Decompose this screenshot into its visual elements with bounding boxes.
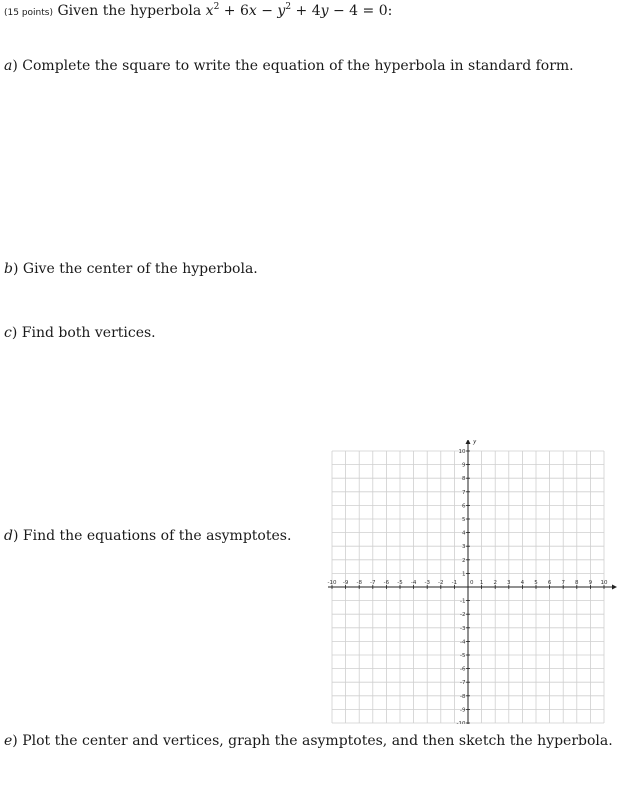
x-axis-arrow xyxy=(612,585,617,590)
x-tick-label: -9 xyxy=(342,580,349,586)
y-tick-label: -9 xyxy=(460,707,466,714)
y-tick-label: 1 xyxy=(462,571,466,578)
x-tick-label: -8 xyxy=(356,580,362,586)
x-tick-label: 10 xyxy=(600,580,608,586)
question-text: Find the equations of the asymptotes. xyxy=(22,528,292,544)
x-tick-label: -3 xyxy=(424,580,430,586)
y-tick-label: -5 xyxy=(460,653,466,659)
question-text: Find both vertices. xyxy=(21,325,156,341)
question-letter: d xyxy=(4,528,13,544)
y-tick-label: -7 xyxy=(460,680,466,687)
problem-header xyxy=(4,2,392,19)
question-d: d) Find the equations of the asymptotes. xyxy=(4,528,292,544)
x-tick-label: 7 xyxy=(561,580,565,586)
origin-label: 0 xyxy=(470,580,474,586)
question-text: Complete the square to write the equation of the hyperbola in standard form. xyxy=(22,58,574,74)
x-tick-label: -5 xyxy=(397,580,403,586)
y-tick-label: -6 xyxy=(460,666,466,673)
problem-intro: Given the hyperbola xyxy=(57,3,202,19)
y-tick-label: -3 xyxy=(460,625,466,632)
y-tick-label: 2 xyxy=(462,557,466,564)
y-tick-label: 4 xyxy=(462,530,466,537)
y-tick-label: -8 xyxy=(460,693,466,700)
question-c: c) Find both vertices. xyxy=(4,325,156,341)
x-tick-label: 5 xyxy=(534,580,538,586)
x-tick-label: -7 xyxy=(370,580,376,586)
x-tick-label: 4 xyxy=(520,580,525,586)
x-tick-label: -10 xyxy=(327,580,337,586)
y-tick-label: -10 xyxy=(456,721,466,724)
x-tick-label: -1 xyxy=(451,580,458,586)
y-tick-label: 10 xyxy=(458,449,466,455)
question-letter: c xyxy=(4,325,12,341)
question-b: b) Give the center of the hyperbola. xyxy=(4,261,258,277)
x-tick-label: 9 xyxy=(588,580,593,586)
y-tick-label: 6 xyxy=(462,503,466,510)
x-tick-label: 8 xyxy=(575,580,579,586)
y-tick-label: 9 xyxy=(462,462,466,469)
x-tick-label: -6 xyxy=(383,580,390,586)
x-tick-label: -2 xyxy=(438,580,444,586)
x-tick-label: 1 xyxy=(479,580,484,586)
y-tick-label: -2 xyxy=(460,612,466,619)
x-tick-label: 6 xyxy=(547,580,552,586)
question-a: a) Complete the square to write the equation of the hyperbola in standard form. xyxy=(4,58,574,74)
y-tick-label: 7 xyxy=(462,489,466,496)
y-axis-label: y xyxy=(473,440,477,445)
y-tick-label: -4 xyxy=(460,639,466,646)
points-label: (15 points) xyxy=(4,8,53,18)
question-letter: e xyxy=(4,733,13,749)
hyperbola-equation: $x^2 + 6x - y^2 + 4y - 4 = 0$: xyxy=(205,2,393,19)
x-tick-label: 3 xyxy=(507,580,511,586)
question-text: Plot the center and vertices, graph the asymptotes, and then sketch the hyperbola. xyxy=(22,733,613,749)
y-tick-label: -1 xyxy=(460,598,466,605)
x-tick-label: 2 xyxy=(493,580,497,586)
y-axis-arrow xyxy=(466,440,471,444)
x-tick-label: -4 xyxy=(410,580,417,586)
question-letter: a xyxy=(4,58,13,74)
y-tick-label: 8 xyxy=(462,476,466,483)
question-e: e) Plot the center and vertices, graph the asymptotes, and then sketch the hyperbola. xyxy=(4,733,613,749)
question-text: Give the center of the hyperbola. xyxy=(22,261,258,277)
y-tick-label: 5 xyxy=(462,517,466,523)
y-tick-label: 3 xyxy=(462,544,466,551)
question-letter: b xyxy=(4,261,13,277)
coordinate-grid xyxy=(326,440,618,724)
